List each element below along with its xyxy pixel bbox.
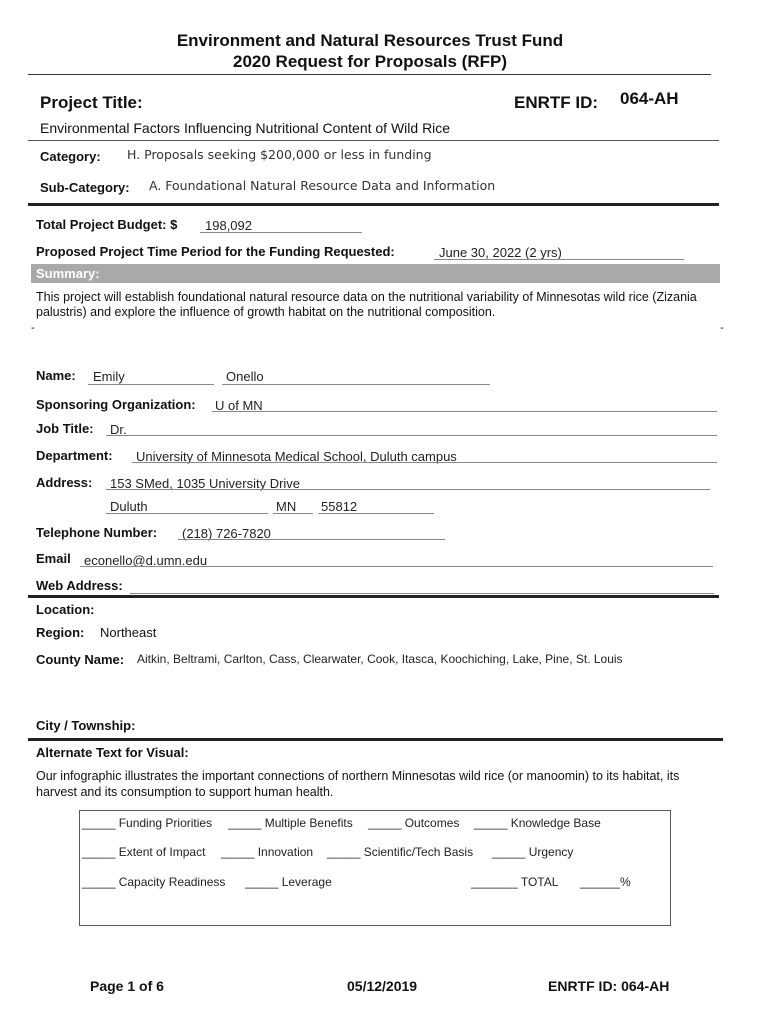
web-rule (28, 595, 719, 598)
category-label: Category: (40, 149, 101, 164)
telephone-underline (178, 539, 445, 540)
enrtf-id-label: ENRTF ID: (514, 93, 599, 112)
project-title-label: Project Title: (40, 93, 143, 112)
zip-value[interactable]: 55812 (321, 499, 358, 514)
summary-text[interactable]: This project will establish foundational natural resource data on the nutritional variability of Minnesotas wild rice (Zizania palustris) and explore the influence of growth habitat on the nutritional composition. (36, 290, 697, 319)
address-label: Address: (36, 475, 93, 490)
county-value[interactable]: Aitkin, Beltrami, Carlton, Cass, Clearwater, Cook, Itasca, Koochiching, Lake, Pine, St. Louis (137, 652, 623, 666)
last-name-underline (222, 384, 490, 385)
project-title-value: Environmental Factors Influencing Nutritional Content of Wild Rice (40, 120, 451, 136)
budget-value[interactable]: 198,092 (205, 218, 252, 233)
summary-mark-left: - (31, 322, 35, 334)
eval-extent-of-impact[interactable]: _____ Extent of Impact (82, 845, 206, 859)
job-title-value[interactable]: Dr. (110, 422, 127, 437)
budget-underline (200, 232, 362, 233)
eval-capacity-readiness[interactable]: _____ Capacity Readiness (82, 875, 226, 889)
eval-scientific-basis[interactable]: _____ Scientific/Tech Basis (327, 845, 474, 859)
county-label: County Name: (36, 652, 125, 667)
name-label: Name: (36, 368, 76, 383)
location-label: Location: (36, 602, 95, 617)
budget-label: Total Project Budget: $ (36, 217, 178, 232)
alt-text-label: Alternate Text for Visual: (36, 745, 189, 760)
city-underline (106, 513, 268, 514)
summary-mark-right: - (720, 322, 724, 334)
title-rule (28, 140, 719, 141)
first-name-underline (88, 384, 214, 385)
eval-leverage[interactable]: _____ Leverage (245, 875, 332, 889)
category-value[interactable]: H. Proposals seeking $200,000 or less in funding (127, 147, 432, 162)
org-value[interactable]: U of MN (215, 398, 263, 413)
summary-bar (31, 264, 720, 283)
web-address-underline[interactable] (130, 593, 714, 594)
job-title-underline (106, 435, 717, 436)
address-line1-underline (106, 489, 710, 490)
eval-urgency[interactable]: _____ Urgency (492, 845, 574, 859)
email-label: Email (36, 551, 71, 566)
header-rule (28, 74, 711, 75)
eval-percent[interactable]: ______% (580, 875, 631, 889)
footer-date: 05/12/2019 (347, 978, 418, 994)
enrtf-id-value: 064-AH (620, 89, 679, 108)
telephone-label: Telephone Number: (36, 525, 158, 540)
eval-multiple-benefits[interactable]: _____ Multiple Benefits (228, 816, 353, 830)
header-line-2: 2020 Request for Proposals (RFP) (233, 52, 507, 71)
org-label: Sponsoring Organization: (36, 397, 196, 412)
summary-label: Summary: (36, 266, 100, 281)
state-underline (273, 513, 313, 514)
header-line-1: Environment and Natural Resources Trust Fund (176, 31, 564, 50)
eval-total[interactable]: _______ TOTAL (471, 875, 559, 889)
email-underline (80, 566, 713, 567)
department-value[interactable]: University of Minnesota Medical School, Duluth campus (136, 449, 457, 464)
region-label: Region: (36, 625, 85, 640)
evaluation-box (79, 810, 671, 926)
first-name-value[interactable]: Emily (93, 369, 125, 384)
web-address-label: Web Address: (36, 578, 123, 593)
department-label: Department: (36, 448, 113, 463)
period-label: Proposed Project Time Period for the Funding Requested: (36, 244, 395, 259)
category-rule (28, 203, 719, 206)
period-value[interactable]: June 30, 2022 (2 yrs) (439, 245, 562, 260)
eval-innovation[interactable]: _____ Innovation (221, 845, 314, 859)
city-township-label: City / Township: (36, 718, 136, 733)
eval-outcomes[interactable]: _____ Outcomes (368, 816, 460, 830)
subcategory-label: Sub-Category: (40, 180, 130, 195)
zip-underline (318, 513, 434, 514)
subcategory-value[interactable]: A. Foundational Natural Resource Data and Information (149, 178, 496, 193)
footer-page: Page 1 of 6 (90, 978, 164, 994)
state-value[interactable]: MN (276, 499, 297, 514)
city-rule (28, 738, 723, 741)
footer-id: ENRTF ID: 064-AH (548, 978, 670, 994)
period-underline (434, 259, 684, 260)
department-underline (132, 462, 717, 463)
alt-text-value[interactable]: Our infographic illustrates the important connections of northern Minnesotas wild rice (or manoomin) to its habitat, its harvest and its consumption to support human health. (36, 769, 680, 799)
job-title-label: Job Title: (36, 421, 94, 436)
last-name-value[interactable]: Onello (226, 369, 264, 384)
telephone-value[interactable]: (218) 726-7820 (182, 526, 271, 541)
eval-funding-priorities[interactable]: _____ Funding Priorities (82, 816, 213, 830)
region-value[interactable]: Northeast (100, 625, 157, 640)
address-line1-value[interactable]: 153 SMed, 1035 University Drive (110, 476, 301, 491)
eval-knowledge-base[interactable]: _____ Knowledge Base (474, 816, 601, 830)
city-value[interactable]: Duluth (110, 499, 148, 514)
email-value[interactable]: econello@d.umn.edu (84, 553, 208, 568)
org-underline (212, 411, 717, 412)
